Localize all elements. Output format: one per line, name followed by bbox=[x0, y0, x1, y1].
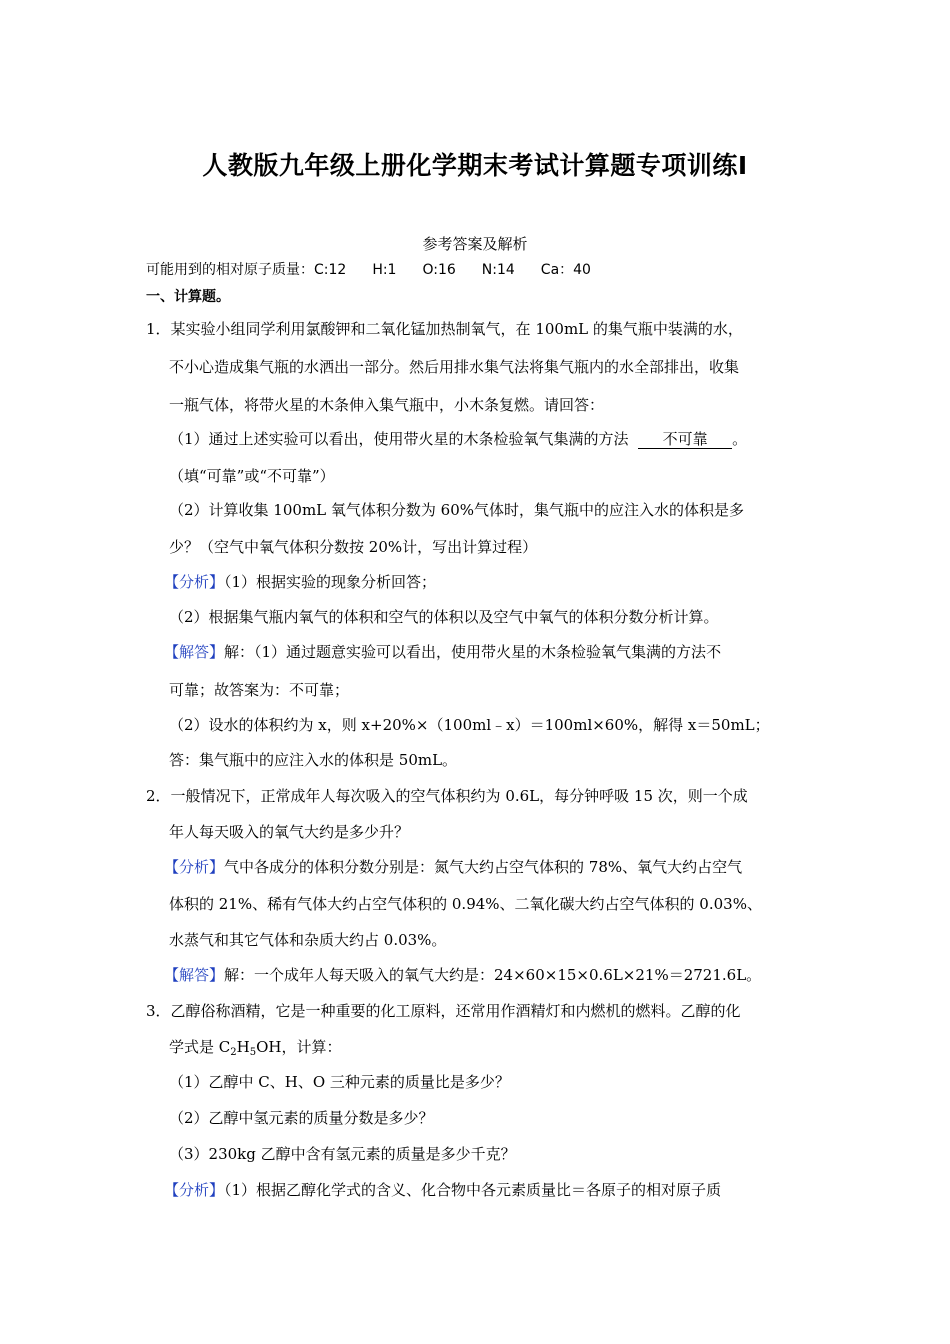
atomic-mass-n: N:14 bbox=[481, 262, 515, 278]
document-title: 人教版九年级上册化学期末考试计算题专项训练Ⅰ bbox=[202, 151, 748, 180]
q1-sub2-line-2: 少？（空气中氧气体积分数按 20%计，写出计算过程） bbox=[169, 538, 538, 556]
q2-answer-line-1 bbox=[164, 965, 761, 985]
q3-number: 3． bbox=[146, 1002, 171, 1020]
q3-stem-line-1 bbox=[146, 1001, 741, 1021]
q2-answer-text-1: 解：一个成年人每天吸入的氧气大约是：24×60×15×0.6L×21%＝2721.6L。 bbox=[224, 966, 762, 984]
q1-analysis-line-1 bbox=[164, 572, 436, 592]
q1-sub1-note: （填“可靠”或“不可靠”） bbox=[169, 467, 335, 485]
q1-sub1-answer-blank: 不可靠 bbox=[638, 430, 732, 449]
atomic-mass-label: 可能用到的相对原子质量： bbox=[146, 262, 314, 278]
q1-number: 1． bbox=[146, 320, 171, 338]
q2-stem-line-2: 年人每天吸入的氧气大约是多少升？ bbox=[169, 823, 410, 841]
q3-formula-sub-1: 2 bbox=[230, 1047, 237, 1058]
q1-answer-line-3: （2）设水的体积约为 x，则 x+20%×（100ml﹣x）＝100ml×60%，解得 x＝50mL； bbox=[169, 716, 770, 734]
q3-sub2: （2）乙醇中氢元素的质量分数是多少？ bbox=[169, 1109, 434, 1127]
q1-stem-line-1 bbox=[146, 319, 743, 339]
q1-sub1-end: 。 bbox=[732, 430, 748, 448]
section-heading: 一、计算题。 bbox=[146, 289, 230, 305]
atomic-mass-o: O:16 bbox=[422, 262, 456, 278]
q1-answer-tag: 【解答】 bbox=[164, 643, 225, 661]
q1-analysis-tag: 【分析】 bbox=[164, 573, 225, 591]
q1-sub1 bbox=[169, 429, 747, 449]
q1-analysis-line-2: （2）根据集气瓶内氧气的体积和空气的体积以及空气中氧气的体积分数分析计算。 bbox=[169, 608, 719, 626]
q2-analysis-line-3: 水蒸气和其它气体和杂质大约占 0.03%。 bbox=[169, 931, 447, 949]
subtitle: 参考答案及解析 bbox=[422, 235, 528, 253]
q1-stem-line-3: 一瓶气体，将带火星的木条伸入集气瓶中，小木条复燃。请回答： bbox=[169, 396, 605, 414]
q2-number: 2． bbox=[146, 787, 171, 805]
atomic-mass-ca: Ca：40 bbox=[540, 262, 591, 278]
q1-stem-text-1: 某实验小组同学利用氯酸钾和二氧化锰加热制氧气，在 100mL 的集气瓶中装满的水， bbox=[170, 320, 743, 338]
q1-sub1-text: （1）通过上述实验可以看出，使用带火星的木条检验氧气集满的方法 bbox=[169, 430, 629, 448]
atomic-mass-h: H:1 bbox=[372, 262, 397, 278]
q1-answer-text-1: 解：（1）通过题意实验可以看出，使用带火星的木条检验氧气集满的方法不 bbox=[224, 643, 722, 661]
q2-answer-tag: 【解答】 bbox=[164, 966, 225, 984]
q2-stem-line-1 bbox=[146, 786, 748, 806]
q3-sub3: （3）230kg 乙醇中含有氢元素的质量是多少千克？ bbox=[169, 1145, 516, 1163]
q2-analysis-tag: 【分析】 bbox=[164, 858, 225, 876]
q1-stem-line-2: 不小心造成集气瓶的水洒出一部分。然后用排水集气法将集气瓶内的水全部排出，收集 bbox=[169, 358, 740, 376]
q3-analysis-line-1 bbox=[164, 1180, 721, 1200]
q2-analysis-line-2: 体积的 21%、稀有气体大约占空气体积的 0.94%、二氧化碳大约占空气体积的 0.03%、 bbox=[169, 895, 762, 913]
atomic-mass-line bbox=[146, 260, 591, 280]
q3-formula-mid: H bbox=[236, 1038, 250, 1056]
q1-answer-line-1 bbox=[164, 642, 721, 662]
q2-analysis-line-1 bbox=[164, 857, 742, 877]
q3-formula-post: OH，计算： bbox=[256, 1038, 342, 1056]
q3-analysis-text-1: （1）根据乙醇化学式的含义、化合物中各元素质量比＝各原子的相对原子质 bbox=[224, 1181, 722, 1199]
q3-analysis-tag: 【分析】 bbox=[164, 1181, 225, 1199]
q1-analysis-text-1: （1）根据实验的现象分析回答； bbox=[224, 573, 437, 591]
q3-sub1: （1）乙醇中 C、H、O 三种元素的质量比是多少？ bbox=[169, 1073, 510, 1091]
q2-stem-text-1: 一般情况下，正常成年人每次吸入的空气体积约为 0.6L，每分钟呼吸 15 次，则一个成 bbox=[170, 787, 748, 805]
q2-analysis-text-1: 气中各成分的体积分数分别是：氮气大约占空气体积的 78%、氧气大约占空气 bbox=[224, 858, 743, 876]
q1-answer-line-2: 可靠；故答案为：不可靠； bbox=[169, 681, 350, 699]
atomic-mass-c: C:12 bbox=[314, 262, 347, 278]
q3-stem-text-1: 乙醇俗称酒精，它是一种重要的化工原料，还常用作酒精灯和内燃机的燃料。乙醇的化 bbox=[170, 1002, 741, 1020]
q1-answer-line-4: 答：集气瓶中的应注入水的体积是 50mL。 bbox=[169, 751, 458, 769]
q3-formula-pre: 学式是 C bbox=[169, 1038, 231, 1056]
q3-stem-line-2 bbox=[169, 1037, 341, 1057]
q1-sub2-line-1: （2）计算收集 100mL 氧气体积分数为 60%气体时，集气瓶中的应注入水的体积是多 bbox=[169, 501, 745, 519]
q3-formula-sub-2: 5 bbox=[249, 1047, 257, 1058]
